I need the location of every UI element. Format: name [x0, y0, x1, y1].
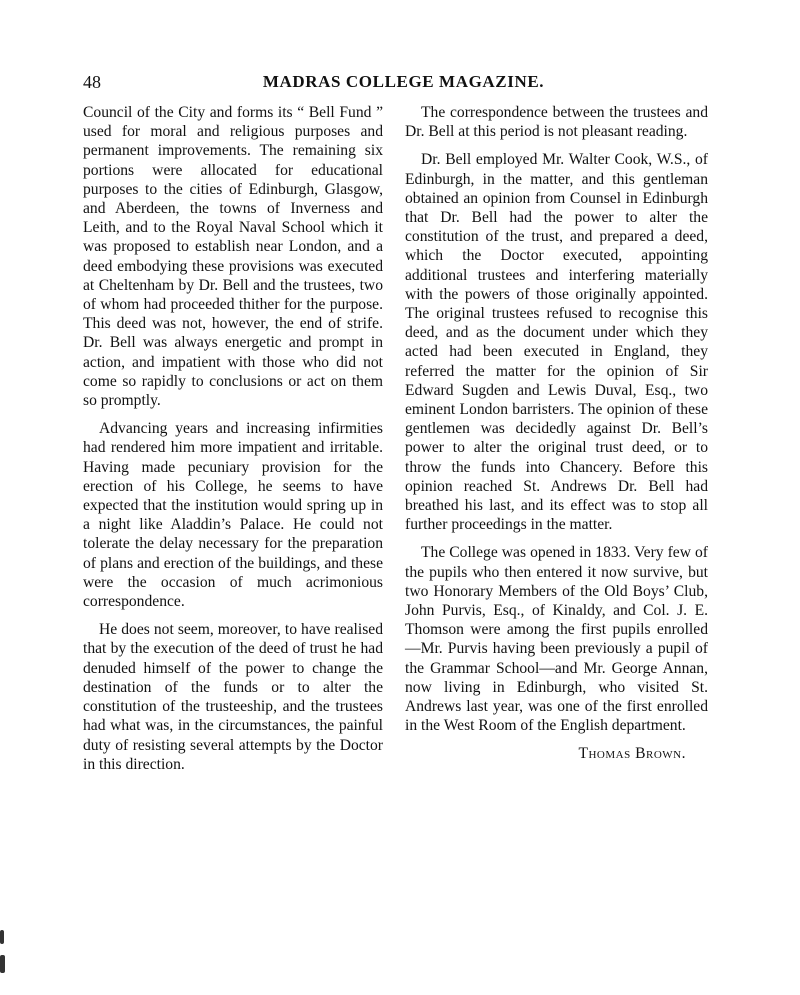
author-signature: Thomas Brown. — [578, 744, 686, 762]
paragraph: He does not seem, moreover, to have realised that by the execution of the deed of trust he had denuded himself of the power to change the destination of the funds or to alter the constitution of the trusteeship, and the trustees had what was, in the circumstances, the painful duty of resisting several attempts by the Doctor in this direction. — [83, 621, 383, 773]
page-number: 48 — [83, 72, 101, 92]
left-column — [83, 103, 383, 774]
page-header — [83, 72, 724, 96]
scan-edge-mark — [0, 955, 5, 973]
paragraph: The College was opened in 1833. Very few of the pupils who then entered it now survive, but two Honorary Members of the Old Boys’ Club, John Purvis, Esq., of Kinaldy, and Col. J. E. Thomson were among the first pupils enrolled—Mr. Purvis having been previously a pupil of the Grammar School—and Mr. George Annan, now living in Edinburgh, who visited St. Andrews last year, was one of the first enrolled in the West Room of the English department. — [405, 544, 708, 735]
paragraph: Advancing years and increasing infirmities had rendered him more impatient and irritable. Having made pecuniary provision for the erection of his College, he seems to have expected that the institution would spring up in a night like Aladdin’s Palace. He could not tolerate the delay necessary for the preparation of plans and erection of the buildings, and these were the occasion of much acrimonious correspondence. — [83, 420, 383, 611]
magazine-title: MADRAS COLLEGE MAGAZINE. — [262, 72, 545, 91]
paragraph: The correspondence between the trustees and Dr. Bell at this period is not pleasant reading. — [405, 104, 708, 141]
scan-edge-mark — [0, 930, 4, 944]
paragraph: Council of the City and forms its “ Bell Fund ” used for moral and religious purposes and permanent improvements. The remaining six portions were allocated for educational purposes to the cities of Edinburgh, Glasgow, and Aberdeen, the towns of Inverness and Leith, and to the Royal Naval School which it was proposed to establish near London, and a deed embodying these provisions was executed at Cheltenham by Dr. Bell and the trustees, two of whom had proceeded thither for the purpose. This deed was not, however, the end of strife. Dr. Bell was always energetic and prompt in action, and impatient with those who did not come so rapidly to conclusions or act on them so promptly. — [83, 104, 383, 410]
paragraph: Dr. Bell employed Mr. Walter Cook, W.S., of Edinburgh, in the matter, and this gentleman obtained an opinion from Counsel in Edinburgh that Dr. Bell had the power to alter the constitution of the trust, and prepared a deed, which the Doctor executed, appointing additional trustees and interfering materially with the powers of those originally appointed. The original trustees refused to recognise this deed, and as the document under which they acted had been executed in England, they referred the matter for the opinion of Sir Edward Sugden and Lewis Duval, Esq., two eminent London barristers. The opinion of these gentlemen was decidedly against Dr. Bell’s power to alter the original trust deed, or to throw the funds into Chancery. Before this opinion reached St. Andrews Dr. Bell had breathed his last, and its effect was to stop all further proceedings in the matter. — [405, 151, 708, 534]
right-column — [405, 103, 708, 763]
